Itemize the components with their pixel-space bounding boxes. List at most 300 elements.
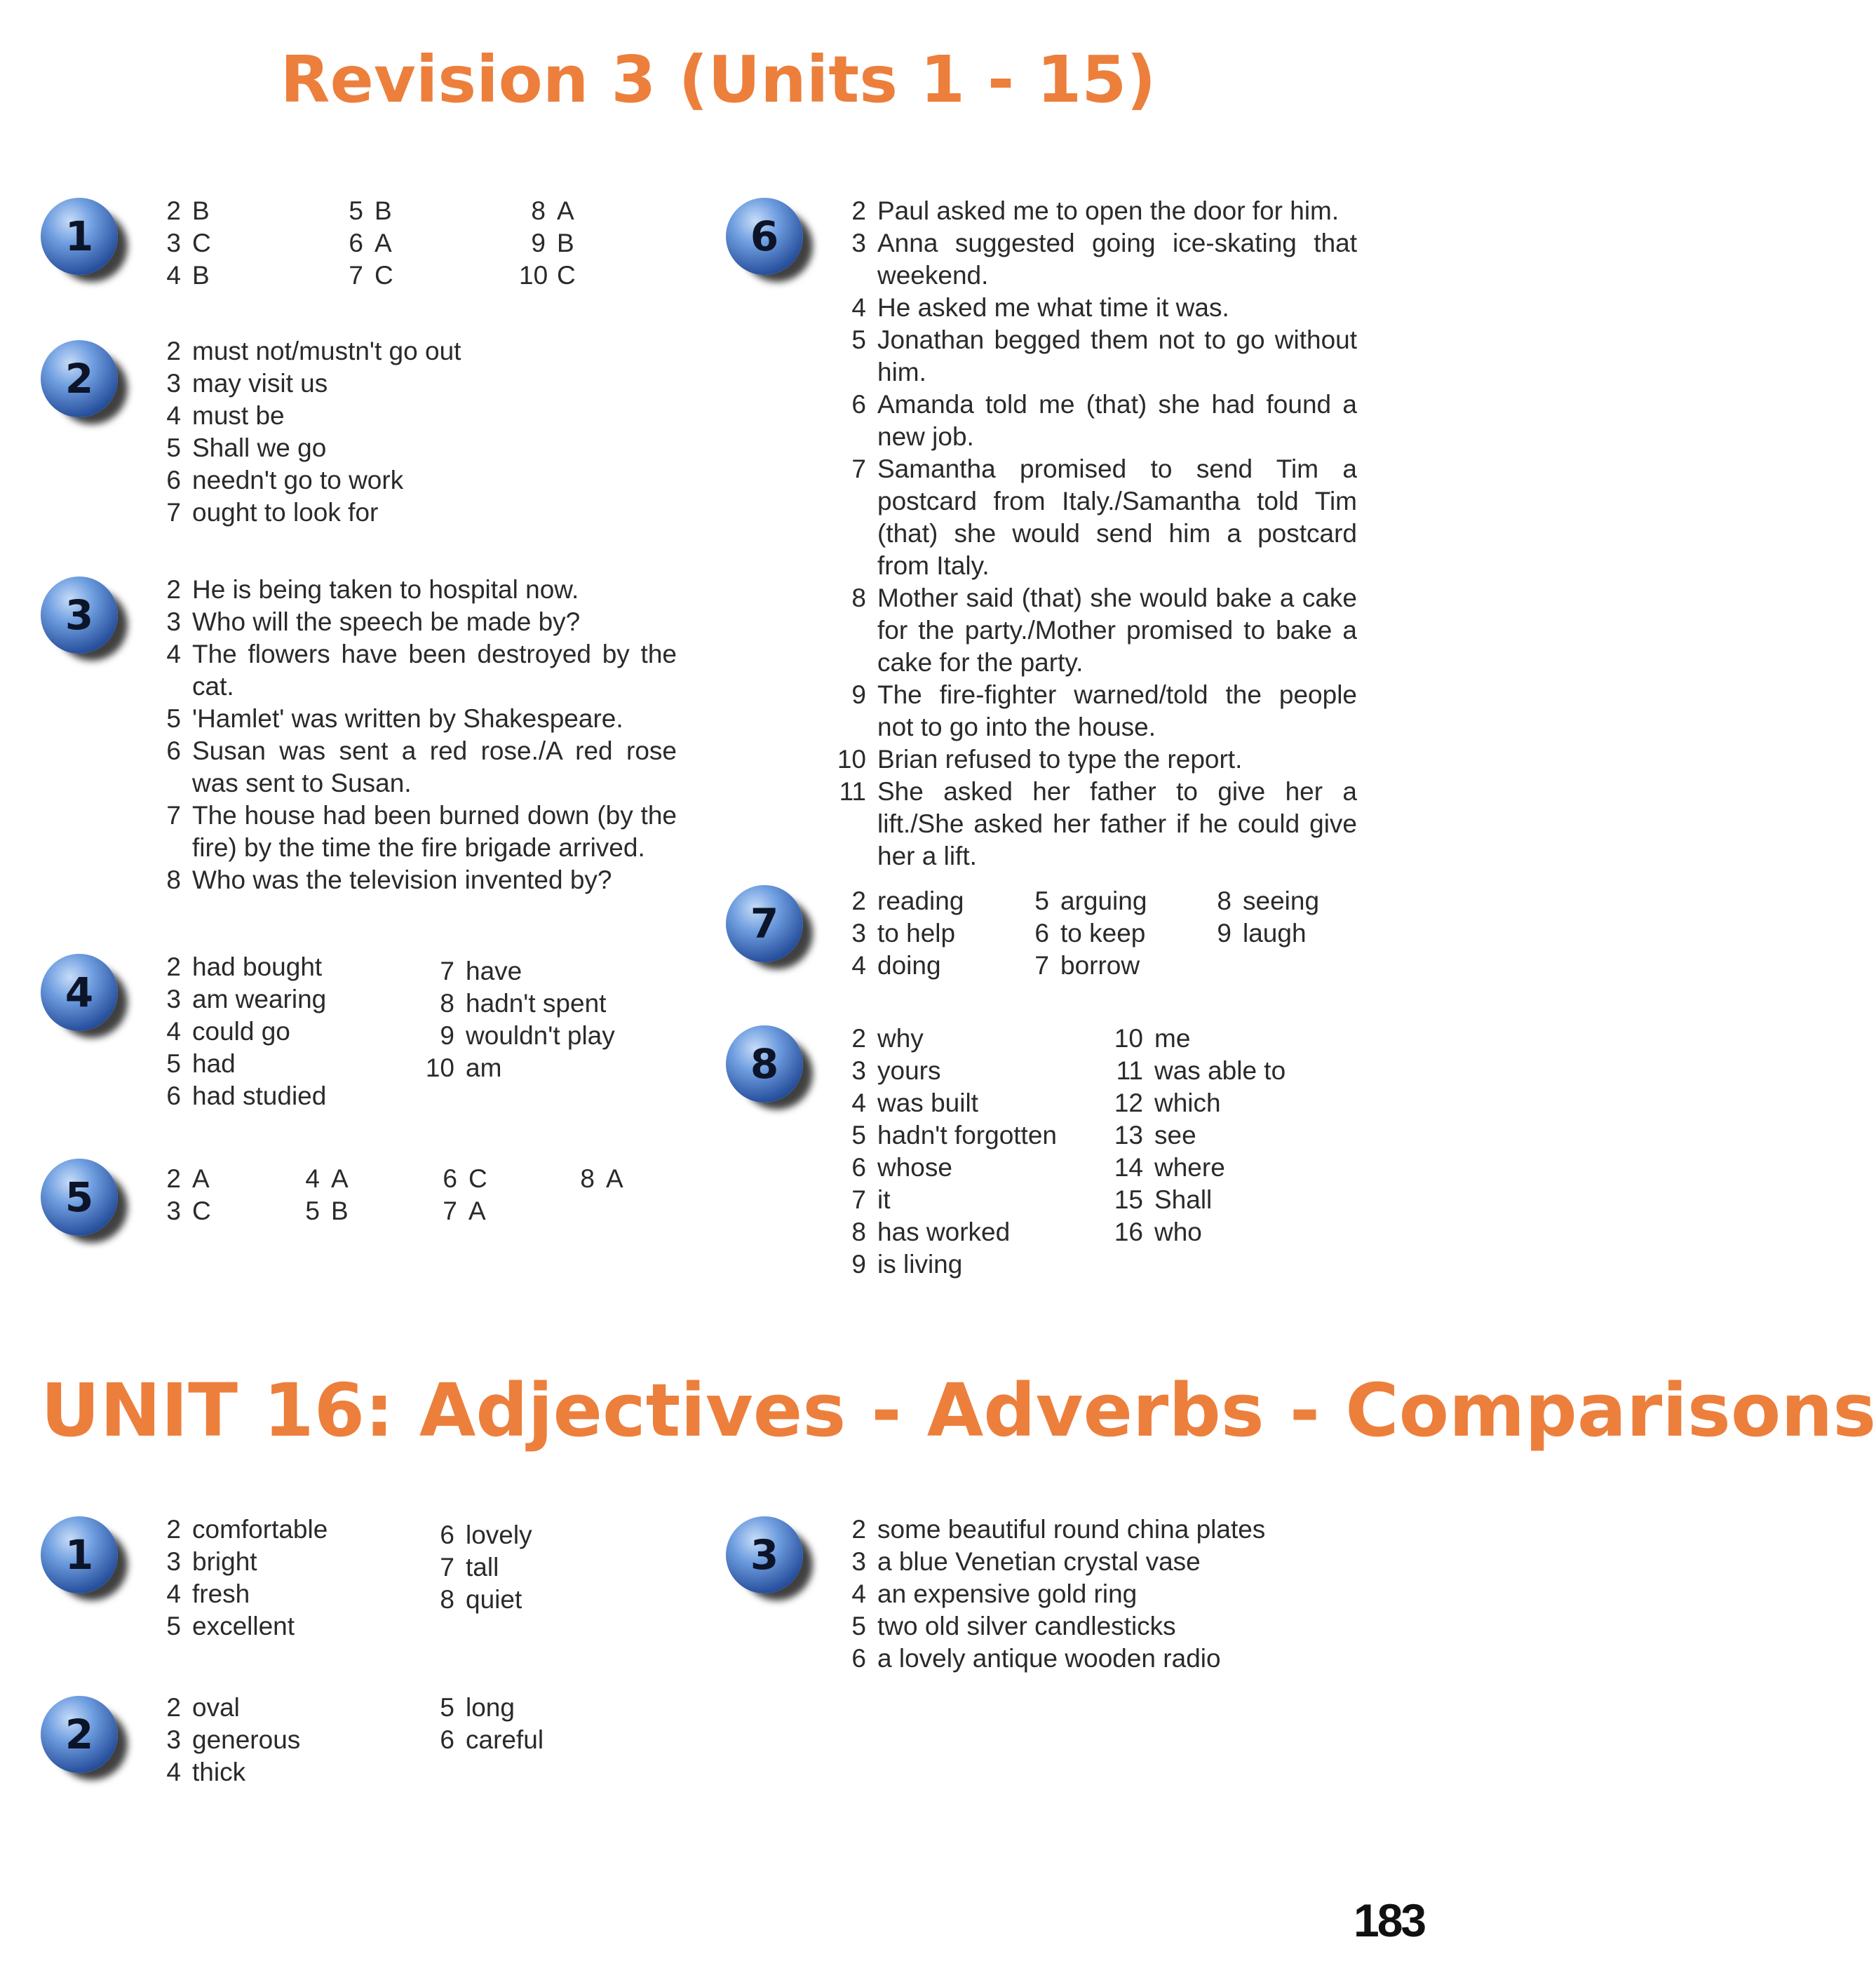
item-number: 4 [166, 1579, 181, 1608]
item-number: 4 [166, 1758, 181, 1786]
answer-item [154, 1514, 421, 1546]
exercise-2-badge: 2 [41, 340, 118, 417]
item-answer: am [466, 1053, 502, 1082]
rev-ex8-col2 [1101, 1023, 1382, 1248]
item-answer: B [374, 196, 392, 225]
answer-item [428, 1519, 680, 1551]
item-answer: needn't go to work [192, 466, 404, 494]
item-number: 6 [349, 229, 363, 257]
item-answer: why [877, 1024, 924, 1053]
rev-ex4-col1 [154, 951, 421, 1112]
item-answer: may visit us [192, 369, 328, 398]
u16-ex1-col2 [428, 1519, 680, 1616]
item-number: 10 [1114, 1024, 1143, 1053]
answer-item [839, 1578, 1386, 1610]
item-number: 5 [851, 1121, 866, 1150]
answer-item [337, 195, 505, 227]
answer-item [1205, 917, 1387, 950]
answer-item [431, 1163, 557, 1195]
answer-item [428, 1724, 680, 1756]
item-number: 4 [851, 293, 866, 322]
exercise-8-badge: 8 [726, 1025, 803, 1103]
item-number: 5 [166, 1612, 181, 1640]
unit16-exercise-3-badge: 3 [726, 1516, 803, 1593]
answer-item [154, 606, 677, 638]
item-number: 4 [166, 1017, 181, 1046]
item-answer: had studied [192, 1081, 327, 1110]
answer-item [1101, 1055, 1382, 1087]
item-answer: me [1154, 1024, 1191, 1053]
item-number: 7 [1034, 951, 1049, 980]
exercise-5-badge: 5 [41, 1159, 118, 1236]
answer-item [154, 983, 421, 1016]
answer-item [839, 917, 1022, 950]
answer-item [519, 227, 687, 259]
item-number: 5 [166, 433, 181, 462]
answer-item [154, 335, 687, 368]
rev-ex8-col1 [839, 1023, 1106, 1281]
item-number: 7 [851, 454, 866, 483]
answer-item [824, 582, 1357, 679]
item-answer: Shall [1154, 1185, 1213, 1214]
item-answer: He is being taken to hospital now. [192, 575, 579, 604]
answer-item [1101, 1216, 1382, 1248]
item-number: 6 [851, 390, 866, 419]
answer-item [839, 885, 1022, 917]
item-answer: it [877, 1185, 891, 1214]
item-answer: Brian refused to type the report. [877, 745, 1243, 774]
u16-ex2-col1 [154, 1692, 421, 1788]
unit16-title: UNIT 16: Adjectives - Adverbs - Comparisons [41, 1368, 1876, 1453]
item-number: 6 [440, 1725, 454, 1754]
answer-item [154, 1578, 421, 1610]
answer-item [154, 951, 421, 983]
item-answer: hadn't forgotten [877, 1121, 1057, 1150]
answer-item [839, 1643, 1386, 1675]
item-answer: have [466, 957, 522, 985]
item-number: 6 [166, 736, 181, 765]
item-answer: B [557, 229, 574, 257]
item-answer: A [331, 1164, 349, 1193]
item-answer: Who will the speech be made by? [192, 607, 581, 636]
item-answer: who [1154, 1218, 1202, 1246]
item-number: 2 [166, 575, 181, 604]
u16-ex3-list [839, 1514, 1386, 1675]
item-number: 9 [531, 229, 546, 257]
rev-ex7-col3 [1205, 885, 1387, 950]
exercise-3-badge: 3 [41, 577, 118, 654]
item-number: 6 [851, 1153, 866, 1182]
item-number: 3 [166, 369, 181, 398]
answer-item [824, 776, 1357, 872]
item-number: 2 [166, 1164, 181, 1193]
item-answer: B [331, 1197, 349, 1225]
item-answer: a blue Venetian crystal vase [877, 1547, 1201, 1576]
answer-item [337, 259, 505, 292]
answer-item [154, 1756, 421, 1788]
answer-item [839, 950, 1022, 982]
item-number: 11 [839, 777, 866, 806]
item-number: 5 [166, 1049, 181, 1078]
item-answer: C [557, 261, 576, 290]
item-number: 8 [531, 196, 546, 225]
answer-item [839, 1055, 1106, 1087]
item-answer: reading [877, 887, 964, 915]
answer-item [839, 1119, 1106, 1152]
exercise-7-badge: 7 [726, 885, 803, 962]
item-answer: C [192, 1197, 211, 1225]
item-number: 16 [1114, 1218, 1143, 1246]
answer-item [824, 227, 1357, 292]
item-number: 5 [305, 1197, 320, 1225]
answer-item [824, 679, 1357, 743]
answer-item [154, 259, 323, 292]
item-answer: had [192, 1049, 236, 1078]
unit16-exercise-2-badge: 2 [41, 1696, 118, 1773]
item-answer: seeing [1243, 887, 1320, 915]
answer-item [154, 1724, 421, 1756]
answer-item [1101, 1184, 1382, 1216]
item-number: 4 [851, 951, 866, 980]
item-number: 3 [851, 229, 866, 257]
item-number: 2 [166, 337, 181, 365]
item-number: 6 [166, 466, 181, 494]
answer-item [154, 1195, 281, 1227]
answer-item [824, 292, 1357, 324]
rev-ex5-col1 [154, 1163, 281, 1227]
item-answer: Anna suggested going ice-skating that weekend. [877, 229, 1357, 290]
exercise-1-badge: 1 [41, 198, 118, 275]
answer-item [839, 1248, 1106, 1281]
item-answer: to keep [1060, 919, 1146, 948]
item-number: 2 [851, 1515, 866, 1544]
answer-item [154, 432, 687, 464]
u16-ex2-col2 [428, 1692, 680, 1756]
item-answer: lovely [466, 1521, 532, 1549]
item-number: 9 [851, 1250, 866, 1279]
item-answer: doing [877, 951, 941, 980]
item-answer: Susan was sent a red rose./A red rose was sent to Susan. [192, 736, 677, 797]
item-number: 4 [851, 1579, 866, 1608]
rev-ex4-col2 [412, 955, 679, 1084]
item-number: 4 [851, 1088, 866, 1117]
item-number: 6 [1034, 919, 1049, 948]
item-answer: has worked [877, 1218, 1011, 1246]
item-answer: quiet [466, 1585, 522, 1614]
item-number: 3 [166, 607, 181, 636]
item-answer: ought to look for [192, 498, 379, 527]
item-number: 3 [166, 1547, 181, 1576]
answer-item [1101, 1119, 1382, 1152]
answer-item [1101, 1087, 1382, 1119]
answer-item [412, 1020, 679, 1052]
item-number: 4 [166, 640, 181, 668]
item-answer: A [606, 1164, 623, 1193]
item-number: 2 [166, 952, 181, 981]
item-number: 10 [425, 1053, 454, 1082]
answer-item [428, 1551, 680, 1584]
answer-item [154, 1016, 421, 1048]
item-answer: B [192, 196, 210, 225]
answer-item [1023, 917, 1205, 950]
item-answer: The flowers have been destroyed by the cat. [192, 640, 677, 701]
item-answer: was able to [1154, 1056, 1286, 1085]
rev-ex5-col3 [431, 1163, 557, 1227]
answer-item [839, 1514, 1386, 1546]
answer-item [154, 368, 687, 400]
item-answer: oval [192, 1693, 240, 1722]
item-answer: yours [877, 1056, 941, 1085]
item-number: 3 [166, 985, 181, 1013]
item-answer: thick [192, 1758, 246, 1786]
item-number: 10 [519, 261, 548, 290]
item-answer: long [466, 1693, 515, 1722]
item-number: 5 [440, 1693, 454, 1722]
answer-item [519, 195, 687, 227]
item-number: 4 [305, 1164, 320, 1193]
item-answer: is living [877, 1250, 963, 1279]
rev-ex3-list [154, 574, 677, 896]
answer-item [1205, 885, 1387, 917]
item-answer: Samantha promised to send Tim a postcard from Italy./Samantha told Tim (that) she would send him a postcard from Italy. [877, 454, 1357, 580]
answer-item [824, 743, 1357, 776]
answer-item [154, 800, 677, 864]
item-answer: which [1154, 1088, 1221, 1117]
exercise-6-badge: 6 [726, 198, 803, 275]
item-number: 8 [580, 1164, 595, 1193]
answer-item [1023, 950, 1205, 982]
item-answer: bright [192, 1547, 257, 1576]
item-number: 5 [349, 196, 363, 225]
answer-item [412, 1052, 679, 1084]
answer-item [519, 259, 687, 292]
item-number: 12 [1114, 1088, 1143, 1117]
answer-item [824, 389, 1357, 453]
answer-item [1023, 885, 1205, 917]
answer-item [824, 195, 1357, 227]
item-answer: A [557, 196, 574, 225]
item-answer: could go [192, 1017, 290, 1046]
answer-item [839, 1184, 1106, 1216]
answer-item [154, 497, 687, 529]
item-number: 6 [440, 1521, 454, 1549]
item-answer: to help [877, 919, 956, 948]
item-answer: She asked her father to give her a lift./She asked her father if he could give her a lift. [877, 777, 1357, 870]
item-number: 5 [166, 704, 181, 733]
item-answer: Mother said (that) she would bake a cake for the party./Mother promised to bake a cake for the party. [877, 584, 1357, 677]
answer-item [154, 1048, 421, 1080]
item-answer: laugh [1243, 919, 1307, 948]
answer-item [412, 987, 679, 1020]
answer-item [824, 324, 1357, 389]
item-number: 7 [440, 957, 454, 985]
item-number: 2 [851, 887, 866, 915]
answer-item [839, 1546, 1386, 1578]
item-number: 7 [440, 1553, 454, 1582]
item-answer: am wearing [192, 985, 327, 1013]
item-answer: a lovely antique wooden radio [877, 1644, 1221, 1673]
item-answer: Amanda told me (that) she had found a new job. [877, 390, 1357, 451]
answer-item [293, 1163, 419, 1195]
item-answer: tall [466, 1553, 499, 1582]
answer-item [1101, 1152, 1382, 1184]
item-answer: must not/mustn't go out [192, 337, 461, 365]
item-number: 3 [851, 1056, 866, 1085]
item-answer: an expensive gold ring [877, 1579, 1138, 1608]
answer-item [154, 574, 677, 606]
item-answer: was built [877, 1088, 978, 1117]
answer-item [154, 1692, 421, 1724]
item-answer: hadn't spent [466, 989, 607, 1018]
item-number: 3 [166, 229, 181, 257]
answer-item [154, 1080, 421, 1112]
item-answer: C [192, 229, 211, 257]
answer-item [154, 1546, 421, 1578]
item-number: 6 [166, 1081, 181, 1110]
item-number: 9 [1217, 919, 1231, 948]
answer-item [412, 955, 679, 987]
item-answer: The house had been burned down (by the fire) by the time the fire brigade arrived. [192, 801, 677, 862]
answer-item [154, 227, 323, 259]
item-number: 8 [1217, 887, 1231, 915]
item-number: 4 [166, 261, 181, 290]
item-number: 8 [440, 1585, 454, 1614]
answer-item [154, 1163, 281, 1195]
item-answer: 'Hamlet' was written by Shakespeare. [192, 704, 623, 733]
rev-ex1-col1 [154, 195, 323, 292]
item-number: 2 [166, 1693, 181, 1722]
item-answer: excellent [192, 1612, 295, 1640]
item-number: 7 [349, 261, 363, 290]
answer-item [1101, 1023, 1382, 1055]
item-answer: some beautiful round china plates [877, 1515, 1266, 1544]
item-answer: borrow [1060, 951, 1140, 980]
answer-item [154, 864, 677, 896]
answer-item [154, 400, 687, 432]
answer-item [839, 1152, 1106, 1184]
item-number: 8 [851, 584, 866, 612]
item-number: 7 [166, 801, 181, 830]
answer-item [293, 1195, 419, 1227]
answer-item [428, 1692, 680, 1724]
item-answer: C [468, 1164, 487, 1193]
item-number: 6 [443, 1164, 457, 1193]
item-number: 7 [443, 1197, 457, 1225]
item-number: 9 [440, 1021, 454, 1050]
item-number: 8 [440, 989, 454, 1018]
rev-ex5-col4 [568, 1163, 694, 1195]
page-number: 183 [1354, 1894, 1425, 1946]
rev-ex7-col1 [839, 885, 1022, 982]
item-number: 10 [837, 745, 866, 774]
item-answer: Jonathan begged them not to go without him. [877, 325, 1357, 386]
answer-item [337, 227, 505, 259]
answer-item [839, 1087, 1106, 1119]
item-answer: careful [466, 1725, 544, 1754]
rev-ex5-col2 [293, 1163, 419, 1227]
item-answer: generous [192, 1725, 301, 1754]
item-answer: C [374, 261, 393, 290]
item-number: 8 [166, 865, 181, 894]
answer-item [154, 1610, 421, 1643]
item-number: 11 [1116, 1056, 1143, 1085]
exercise-4-badge: 4 [41, 954, 118, 1031]
answer-item [154, 703, 677, 735]
item-answer: Who was the television invented by? [192, 865, 612, 894]
item-number: 15 [1114, 1185, 1143, 1214]
item-answer: A [468, 1197, 486, 1225]
item-answer: B [192, 261, 210, 290]
answer-item [154, 638, 677, 703]
rev-ex6-list [824, 195, 1357, 872]
item-number: 2 [166, 196, 181, 225]
item-answer: had bought [192, 952, 323, 981]
item-number: 3 [851, 919, 866, 948]
item-answer: A [374, 229, 392, 257]
item-number: 3 [166, 1725, 181, 1754]
answer-item [839, 1610, 1386, 1643]
answer-item [154, 735, 677, 800]
answer-item [824, 453, 1357, 582]
item-answer: The fire-fighter warned/told the people not to go into the house. [877, 680, 1357, 741]
item-number: 5 [1034, 887, 1049, 915]
item-answer: two old silver candlesticks [877, 1612, 1176, 1640]
item-answer: arguing [1060, 887, 1147, 915]
unit16-exercise-1-badge: 1 [41, 1516, 118, 1593]
answer-item [839, 1216, 1106, 1248]
item-number: 3 [166, 1197, 181, 1225]
answer-item [568, 1163, 694, 1195]
answer-item [154, 464, 687, 497]
item-answer: fresh [192, 1579, 250, 1608]
item-number: 13 [1114, 1121, 1143, 1150]
item-number: 7 [166, 498, 181, 527]
u16-ex1-col1 [154, 1514, 421, 1643]
item-number: 8 [851, 1218, 866, 1246]
item-answer: whose [877, 1153, 952, 1182]
item-number: 14 [1114, 1153, 1143, 1182]
rev-ex7-col2 [1023, 885, 1205, 982]
rev-ex1-col3 [519, 195, 687, 292]
item-number: 7 [851, 1185, 866, 1214]
item-number: 5 [851, 325, 866, 354]
item-number: 2 [166, 1515, 181, 1544]
item-answer: see [1154, 1121, 1196, 1150]
rev-ex1-col2 [337, 195, 505, 292]
item-number: 3 [851, 1547, 866, 1576]
item-answer: comfortable [192, 1515, 328, 1544]
rev-ex2-list [154, 335, 687, 529]
answer-item [154, 195, 323, 227]
item-answer: wouldn't play [466, 1021, 615, 1050]
answer-item [428, 1584, 680, 1616]
revision-title: Revision 3 (Units 1 - 15) [280, 42, 1156, 117]
item-number: 4 [166, 401, 181, 430]
item-number: 2 [851, 196, 866, 225]
item-answer: He asked me what time it was. [877, 293, 1229, 322]
item-answer: Shall we go [192, 433, 327, 462]
item-answer: Paul asked me to open the door for him. [877, 196, 1339, 225]
item-number: 2 [851, 1024, 866, 1053]
item-number: 9 [851, 680, 866, 709]
item-number: 6 [851, 1644, 866, 1673]
item-number: 5 [851, 1612, 866, 1640]
item-answer: A [192, 1164, 210, 1193]
answer-item [431, 1195, 557, 1227]
item-answer: must be [192, 401, 285, 430]
answer-item [839, 1023, 1106, 1055]
item-answer: where [1154, 1153, 1225, 1182]
